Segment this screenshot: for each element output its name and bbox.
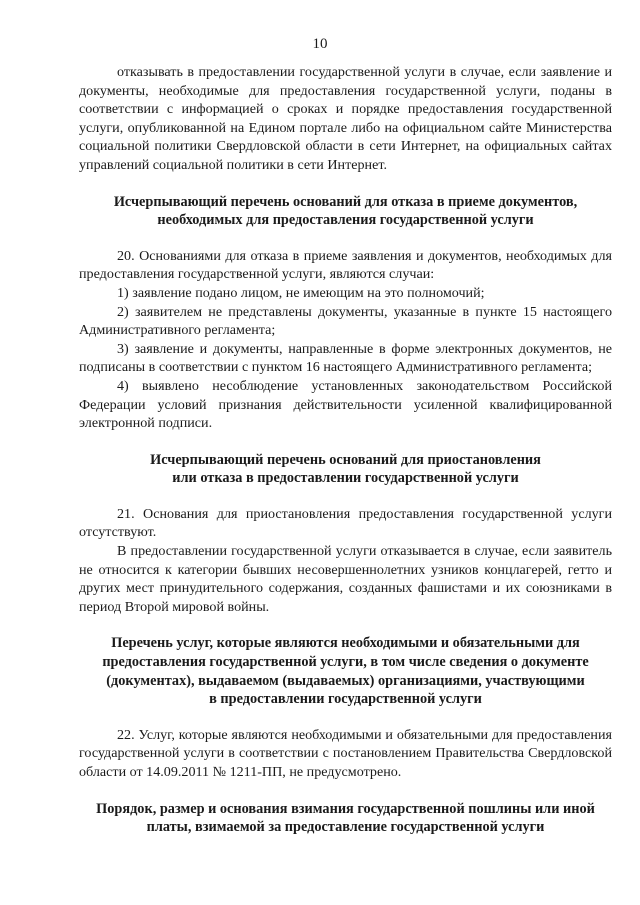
heading-line: Исчерпывающий перечень оснований для отказа в приеме документов,	[113, 193, 578, 210]
heading-required-services	[79, 634, 612, 708]
list-item-2: 2) заявителем не представлены документы, указанные в пункте 15 настоящего Административного регламента;	[79, 303, 612, 339]
paragraph-22: 22. Услуг, которые являются необходимыми и обязательными для предоставления государственной услуги в соответствии с постановлением Правительства Свердловской области от 14.09.2011 № 1211-ПП, не предусмотрено.	[79, 726, 612, 780]
heading-fee-procedure	[79, 800, 612, 837]
list-item-3: 3) заявление и документы, направленные в форме электронных документов, не подписаны в соответствии с пунктом 16 настоящего Административного регламента;	[79, 340, 612, 376]
page-number: 10	[312, 36, 328, 52]
list-item-1: 1) заявление подано лицом, не имеющим на это полномочий;	[117, 284, 485, 301]
heading-line: необходимых для предоставления государственной услуги	[157, 212, 534, 229]
heading-document-refusal-grounds	[79, 193, 612, 230]
paragraph-20: 20. Основаниями для отказа в приеме заявления и документов, необходимых для предоставления государственной услуги, являются случаи:	[79, 247, 612, 283]
heading-suspension-refusal-grounds	[79, 451, 612, 488]
heading-line: или отказа в предоставлении государственной услуги	[172, 470, 519, 487]
heading-line: Порядок, размер и основания взимания государственной пошлины или иной	[96, 800, 595, 817]
paragraph-21: 21. Основания для приостановления предоставления государственной услуги отсутствуют.	[79, 505, 612, 541]
heading-line: в предоставлении государственной услуги	[209, 691, 482, 708]
heading-line: (документах), выдаваемом (выдаваемых) организациями, участвующими	[106, 672, 585, 689]
heading-line: Перечень услуг, которые являются необходимыми и обязательными для	[111, 635, 580, 652]
heading-line: предоставления государственной услуги, в том числе сведения о документе	[102, 654, 589, 671]
paragraph-21-refusal: В предоставлении государственной услуги отказывается в случае, если заявитель не относится к категории бывших несовершеннолетних узников концлагерей, гетто и других мест принудительного содержания, созданных фашистами и их союзниками в период Второй мировой войны.	[79, 543, 612, 615]
page-content	[79, 63, 612, 837]
heading-line: платы, взимаемой за предоставление государственной услуги	[146, 819, 545, 836]
paragraph-refusal-conditions: отказывать в предоставлении государственной услуги в случае, если заявление и документы, необходимые для предоставления государственной услуги, поданы в соответствии с информацией о сроках и порядке предоставления государственной услуги, опубликованной на Едином портале либо на официальном сайте Министерства социальной политики Свердловской области в сети Интернет, на официальных сайтах управлений социальной политики в сети Интернет.	[79, 64, 612, 173]
list-item-4: 4) выявлено несоблюдение установленных законодательством Российской Федерации условий признания действительности усиленной квалифицированной электронной подписи.	[79, 377, 612, 432]
heading-line: Исчерпывающий перечень оснований для приостановления	[150, 451, 541, 468]
